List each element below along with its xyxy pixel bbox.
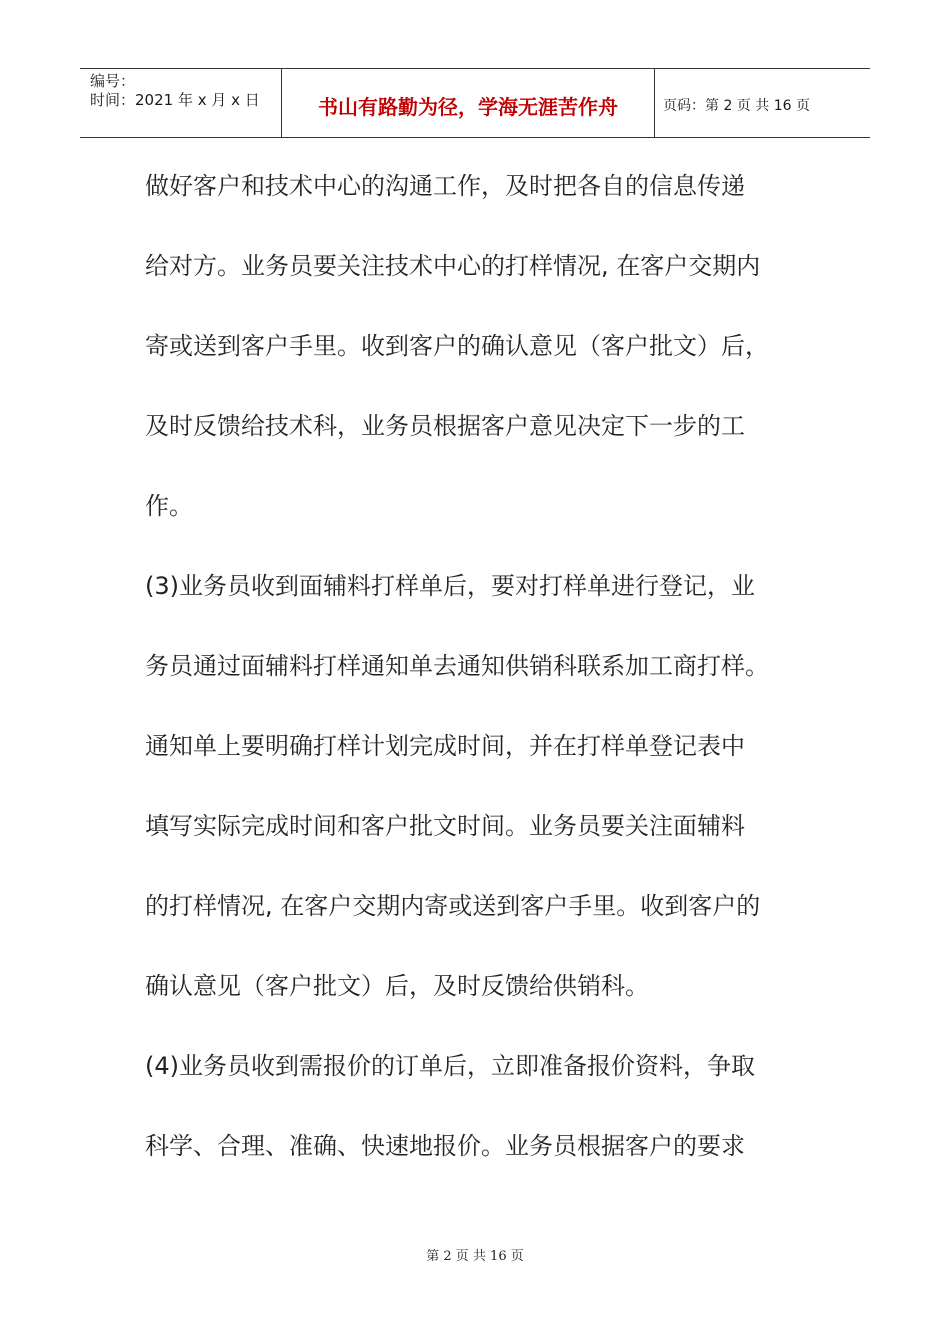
header-meta-cell <box>80 69 282 137</box>
body-line: 务员通过面辅料打样通知单去通知供销科联系加工商打样。 <box>145 652 769 680</box>
document-number-label: 编号： <box>90 72 136 90</box>
header-motto: 书山有路勤为径，学海无涯苦作舟 <box>318 94 618 119</box>
document-body <box>145 160 815 1200</box>
body-line: 通知单上要明确打样计划完成时间，并在打样单登记表中 <box>145 732 745 760</box>
page-footer: 第 2 页 共 16 页 <box>426 1249 524 1264</box>
body-line: (3)业务员收到面辅料打样单后，要对打样单进行登记，业 <box>145 572 755 600</box>
body-line: (4)业务员收到需报价的订单后，立即准备报价资料，争取 <box>145 1052 755 1080</box>
header-page-info: 页码：第 2 页 共 16 页 <box>663 98 810 114</box>
body-line: 寄或送到客户手里。收到客户的确认意见（客户批文）后， <box>145 332 769 360</box>
body-line: 及时反馈给技术科，业务员根据客户意见决定下一步的工 <box>145 412 745 440</box>
header-motto-cell <box>282 69 655 137</box>
document-date-label: 时间：2021 年 x 月 x 日 <box>90 91 260 109</box>
header-page-cell <box>655 69 870 137</box>
page-header <box>80 68 870 138</box>
body-line: 的打样情况, 在客户交期内寄或送到客户手里。收到客户的 <box>145 892 761 920</box>
body-line: 填写实际完成时间和客户批文时间。业务员要关注面辅料 <box>145 812 745 840</box>
body-line: 确认意见（客户批文）后，及时反馈给供销科。 <box>145 972 649 1000</box>
body-line: 给对方。业务员要关注技术中心的打样情况, 在客户交期内 <box>145 252 761 280</box>
body-line: 做好客户和技术中心的沟通工作，及时把各自的信息传递 <box>145 172 745 200</box>
body-line: 科学、合理、准确、快速地报价。业务员根据客户的要求 <box>145 1132 745 1160</box>
body-line: 作。 <box>145 492 193 520</box>
